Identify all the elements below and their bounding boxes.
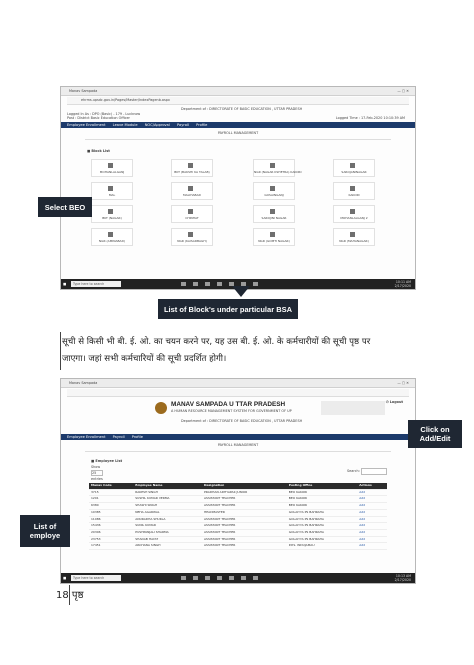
nav-payroll[interactable]: Payroll	[112, 435, 125, 439]
office-icon	[270, 186, 275, 191]
table-cell: BEO KAKORI	[287, 489, 357, 496]
block-tile-label: GOSAINGANJ	[264, 193, 284, 197]
nav-leave-module[interactable]: Leave Module	[112, 123, 138, 127]
office-icon	[108, 232, 113, 237]
block-tile[interactable]	[171, 182, 213, 200]
table-cell: GOLAIYYA PS BAHRAHA	[287, 536, 357, 543]
table-cell: 10385	[89, 509, 133, 516]
add-action-link[interactable]: Add	[357, 516, 387, 523]
table-cell: 17451	[89, 543, 133, 550]
taskbar-app-icon[interactable]	[205, 282, 210, 286]
windows-start-icon[interactable]: ■	[63, 282, 67, 286]
windows-start-icon[interactable]: ■	[63, 576, 67, 580]
taskbar-app-icon[interactable]	[241, 576, 246, 580]
taskbar-app-icon[interactable]	[253, 576, 258, 580]
entries-label: entries	[91, 477, 103, 481]
page-number: 18 पृष्ठ	[56, 590, 84, 601]
taskbar-clock[interactable]: 10:13 AM 2/17/2020	[394, 574, 411, 582]
office-line: Post : District Basic Education Officer	[67, 116, 130, 120]
hindi-line-2: जाएगा। जहां सभी कर्मचारियों की सूची प्रदर्शित होगी।	[62, 354, 227, 364]
table-cell: BEO KAKORI	[287, 503, 357, 510]
block-tile-label: NGR (AMINABAD)	[98, 239, 126, 243]
block-tile-label: SAROJANINAGAR	[341, 170, 367, 174]
table-row	[89, 523, 387, 530]
table-cell: GOLAIYYA PS BAHRAHA	[287, 529, 357, 536]
office-icon	[350, 163, 355, 168]
table-cell: ASSISTANT TEACHER	[202, 543, 287, 550]
table-cell: ASSISTANT TEACHER	[202, 516, 287, 523]
office-icon	[350, 232, 355, 237]
taskbar-app-icon[interactable]	[193, 282, 198, 286]
table-cell: ASSISTANT TEACHER	[202, 536, 287, 543]
table-row	[89, 529, 387, 536]
taskbar-app-icon[interactable]	[181, 282, 186, 286]
block-tile[interactable]	[91, 228, 133, 246]
table-row	[89, 503, 387, 510]
show-entries-select[interactable]: 25	[91, 470, 103, 476]
taskbar-clock[interactable]: 10:11 AM 2/17/2020	[394, 280, 411, 288]
up-emblem-icon	[155, 402, 167, 414]
taskbar-app-icon[interactable]	[229, 576, 234, 580]
panel-title: PAYROLL MANAGEMENT	[217, 443, 259, 447]
window-controls[interactable]: — ▢ ✕	[397, 89, 409, 93]
table-cell: ASSISTANT TEACHER	[202, 496, 287, 503]
block-tile[interactable]	[91, 159, 133, 177]
add-action-link[interactable]: Add	[357, 543, 387, 550]
table-cell: GOLAIYYA PS BAHRAHA	[287, 516, 357, 523]
taskbar-app-icon[interactable]	[181, 576, 186, 580]
hindi-line-1: सूची से किसी भी बी. ई. ओ. का चयन करने पर, यह उस बी. ई. ओ. के कर्मचारीयों की सूची पृष्ठ पर	[62, 337, 371, 347]
hindi-logo-banner	[321, 401, 385, 415]
search-input[interactable]	[361, 468, 387, 475]
block-tile-label: CHINHAT	[185, 216, 199, 220]
browser-tab-title[interactable]: Manav Sampada	[69, 89, 98, 93]
table-cell: NEHA AGARWAL	[133, 509, 202, 516]
table-cell: 1201	[89, 496, 133, 503]
office-icon	[350, 186, 355, 191]
table-cell: P.P.S. INDUJAMAU	[287, 543, 357, 550]
add-action-link[interactable]: Add	[357, 489, 387, 496]
panel-title: PAYROLL MANAGEMENT	[217, 131, 259, 135]
browser-tab-bar	[61, 87, 415, 96]
table-cell: ASSISTANT TEACHER	[202, 523, 287, 530]
table-cell: GOLAIYYA PS BAHRAHA	[287, 509, 357, 516]
table-cell: 3715	[89, 489, 133, 496]
office-icon	[350, 209, 355, 214]
add-action-link[interactable]: Add	[357, 529, 387, 536]
block-tile[interactable]	[91, 182, 133, 200]
table-cell: SUSHIL KUMAR VERMA	[133, 496, 202, 503]
block-tile-label: NGR (NAGAR KSHETRA) KAKORI	[254, 170, 302, 174]
table-cell: 11086	[89, 516, 133, 523]
logged-time: Logged Time : 17-Feb-2020 10:10:39 AM	[335, 116, 405, 120]
add-action-link[interactable]: Add	[357, 509, 387, 516]
office-icon	[108, 209, 113, 214]
table-cell: PUSHPANJALI SHARMA	[133, 529, 202, 536]
table-cell: 23753	[89, 536, 133, 543]
margin-line	[69, 585, 70, 605]
browser-tab-bar	[61, 379, 415, 388]
table-cell: ARCHANA SINGH	[133, 543, 202, 550]
address-bar[interactable]	[67, 389, 409, 397]
office-icon	[188, 209, 193, 214]
browser-tab-title[interactable]: Manav Sampada	[69, 381, 98, 385]
office-icon	[270, 232, 275, 237]
block-tile-label: MAL	[108, 193, 116, 197]
col-employee-name[interactable]: Employee Name	[133, 483, 202, 489]
add-action-link[interactable]: Add	[357, 503, 387, 510]
employee-table	[89, 483, 387, 550]
office-icon	[108, 186, 113, 191]
taskbar-search[interactable]: Type here to search	[71, 281, 121, 287]
main-nav	[61, 434, 415, 440]
address-bar[interactable]	[67, 97, 409, 105]
logo-title: MANAV SAMPADA U TTAR PRADESH	[171, 401, 286, 408]
taskbar-app-icon[interactable]	[253, 282, 258, 286]
logged-as: Logged In As : DPO (Basic) - 179 - Lucknow	[67, 112, 141, 116]
table-cell: SHASHI SINGH	[133, 503, 202, 510]
taskbar-app-icon[interactable]	[205, 576, 210, 580]
block-tile[interactable]	[171, 159, 213, 177]
add-action-link[interactable]: Add	[357, 536, 387, 543]
table-row	[89, 489, 387, 496]
address-url[interactable]: ehrms.upsdc.gov.in/Pages/Master/IndexPagenb.aspx	[81, 98, 170, 102]
block-tile[interactable]	[333, 159, 375, 177]
block-tile[interactable]	[171, 205, 213, 223]
nav-payroll[interactable]: Payroll	[177, 123, 189, 127]
table-cell: SHADAB HAYAT	[133, 536, 202, 543]
table-row	[89, 536, 387, 543]
col-posting-office[interactable]: Posting Office	[287, 483, 357, 489]
main-nav	[61, 122, 415, 128]
table-cell: RAKESH SINGH	[133, 489, 202, 496]
office-icon	[108, 163, 113, 168]
office-icon	[188, 163, 193, 168]
department-line: Department of : DIRECTORATE OF BASIC EDUCATION , UTTAR PRADESH	[181, 419, 303, 423]
table-cell: ASSISTANT TEACHER	[202, 529, 287, 536]
nav-employee-enrollment[interactable]: Employee Enrollment	[67, 435, 106, 439]
block-tile-label: MOHANLALGANJ 2	[340, 216, 368, 220]
table-cell: ASSISTANT TEACHER	[202, 503, 287, 510]
table-cell: SUNIL KUMAR	[133, 523, 202, 530]
col-actions[interactable]: Actions	[357, 483, 387, 489]
nav-profile[interactable]: Profile	[131, 435, 143, 439]
nav-noc-approval[interactable]: NOC/Approval	[144, 123, 170, 127]
table-cell: GOLAIYYA PS BAHRAHA	[287, 523, 357, 530]
office-icon	[270, 209, 275, 214]
callout-click-add-edit: Click on Add/Edit	[408, 420, 462, 448]
windows-taskbar	[61, 573, 415, 583]
logo-subtitle: A HUMAN RESOURCE MANAGEMENT SYSTEM FOR GOVERNMENT OF UP	[171, 409, 292, 413]
block-tile-label: BKT (NAGAR)	[102, 216, 122, 220]
search-label: Search:	[347, 469, 360, 473]
block-tile-label: NGR (GOMTI NAGAR)	[258, 239, 290, 243]
table-row	[89, 496, 387, 503]
block-tile[interactable]	[253, 205, 295, 223]
block-tile[interactable]	[333, 205, 375, 223]
block-tile[interactable]	[253, 159, 302, 177]
department-line: Department of : DIRECTORATE OF BASIC EDUCATION , UTTAR PRADESH	[181, 107, 303, 111]
add-action-link[interactable]: Add	[357, 496, 387, 503]
block-tile[interactable]	[253, 182, 295, 200]
table-row	[89, 543, 387, 550]
logout-link[interactable]: ⏻ Logout	[385, 400, 403, 404]
office-icon	[188, 186, 193, 191]
col-designation[interactable]: Designation	[202, 483, 287, 489]
arrow-down-icon	[232, 286, 250, 297]
table-cell: HEADMASTER	[202, 509, 287, 516]
table-cell: 20306	[89, 529, 133, 536]
screenshot-block-list	[60, 86, 416, 290]
block-tile[interactable]	[333, 182, 375, 200]
nav-profile[interactable]: Profile	[196, 123, 208, 127]
margin-line	[60, 332, 61, 370]
hindi-paragraph	[62, 334, 418, 368]
block-tile-label: KAKORI	[348, 193, 360, 197]
taskbar-search[interactable]: Type here to search	[71, 575, 121, 581]
block-tile-label: BKT (BAKSHI KA TALAB)	[174, 170, 210, 174]
block-list-label: ■ Block List	[87, 149, 110, 153]
add-action-link[interactable]: Add	[357, 523, 387, 530]
callout-select-beo: Select BEO	[38, 197, 92, 217]
block-tile-label: NGR (KAISARBAGH)	[177, 239, 207, 243]
col-manav-code[interactable]: Manav Code	[89, 483, 133, 489]
taskbar-app-icon[interactable]	[217, 576, 222, 580]
show-label: Show	[91, 465, 101, 469]
block-tile-label: SAROJINI NAGAR	[261, 216, 287, 220]
block-tile-label: NGR (MAHANAGAR)	[339, 239, 369, 243]
table-cell: ANURADHA SHUKLA	[133, 516, 202, 523]
block-tile[interactable]	[171, 228, 213, 246]
office-icon	[270, 163, 275, 168]
table-cell: 15436	[89, 523, 133, 530]
nav-employee-enrollment[interactable]: Employee Enrollment	[67, 123, 106, 127]
office-icon	[188, 232, 193, 237]
table-cell: PRADHAN ADHYAPAK JUNIOR	[202, 489, 287, 496]
table-cell: 6380	[89, 503, 133, 510]
table-row	[89, 516, 387, 523]
window-controls[interactable]: — ▢ ✕	[397, 381, 409, 385]
block-tile[interactable]	[253, 228, 295, 246]
divider	[85, 139, 391, 140]
block-tile[interactable]	[91, 205, 133, 223]
callout-list-employee: List of employe	[20, 515, 70, 547]
employee-list-label: ■ Employee List	[91, 459, 123, 463]
taskbar-app-icon[interactable]	[193, 576, 198, 580]
block-tile-label: MOHANLALGANJ	[99, 170, 125, 174]
taskbar-app-icon[interactable]	[217, 282, 222, 286]
block-tile[interactable]	[333, 228, 375, 246]
callout-block-list: List of Block's under particular BSA	[158, 299, 298, 319]
screenshot-employee-list	[60, 378, 416, 584]
divider	[85, 451, 391, 452]
block-tile-label: MALIHABAD	[183, 193, 201, 197]
table-cell: BEO KAKORI	[287, 496, 357, 503]
table-row	[89, 509, 387, 516]
